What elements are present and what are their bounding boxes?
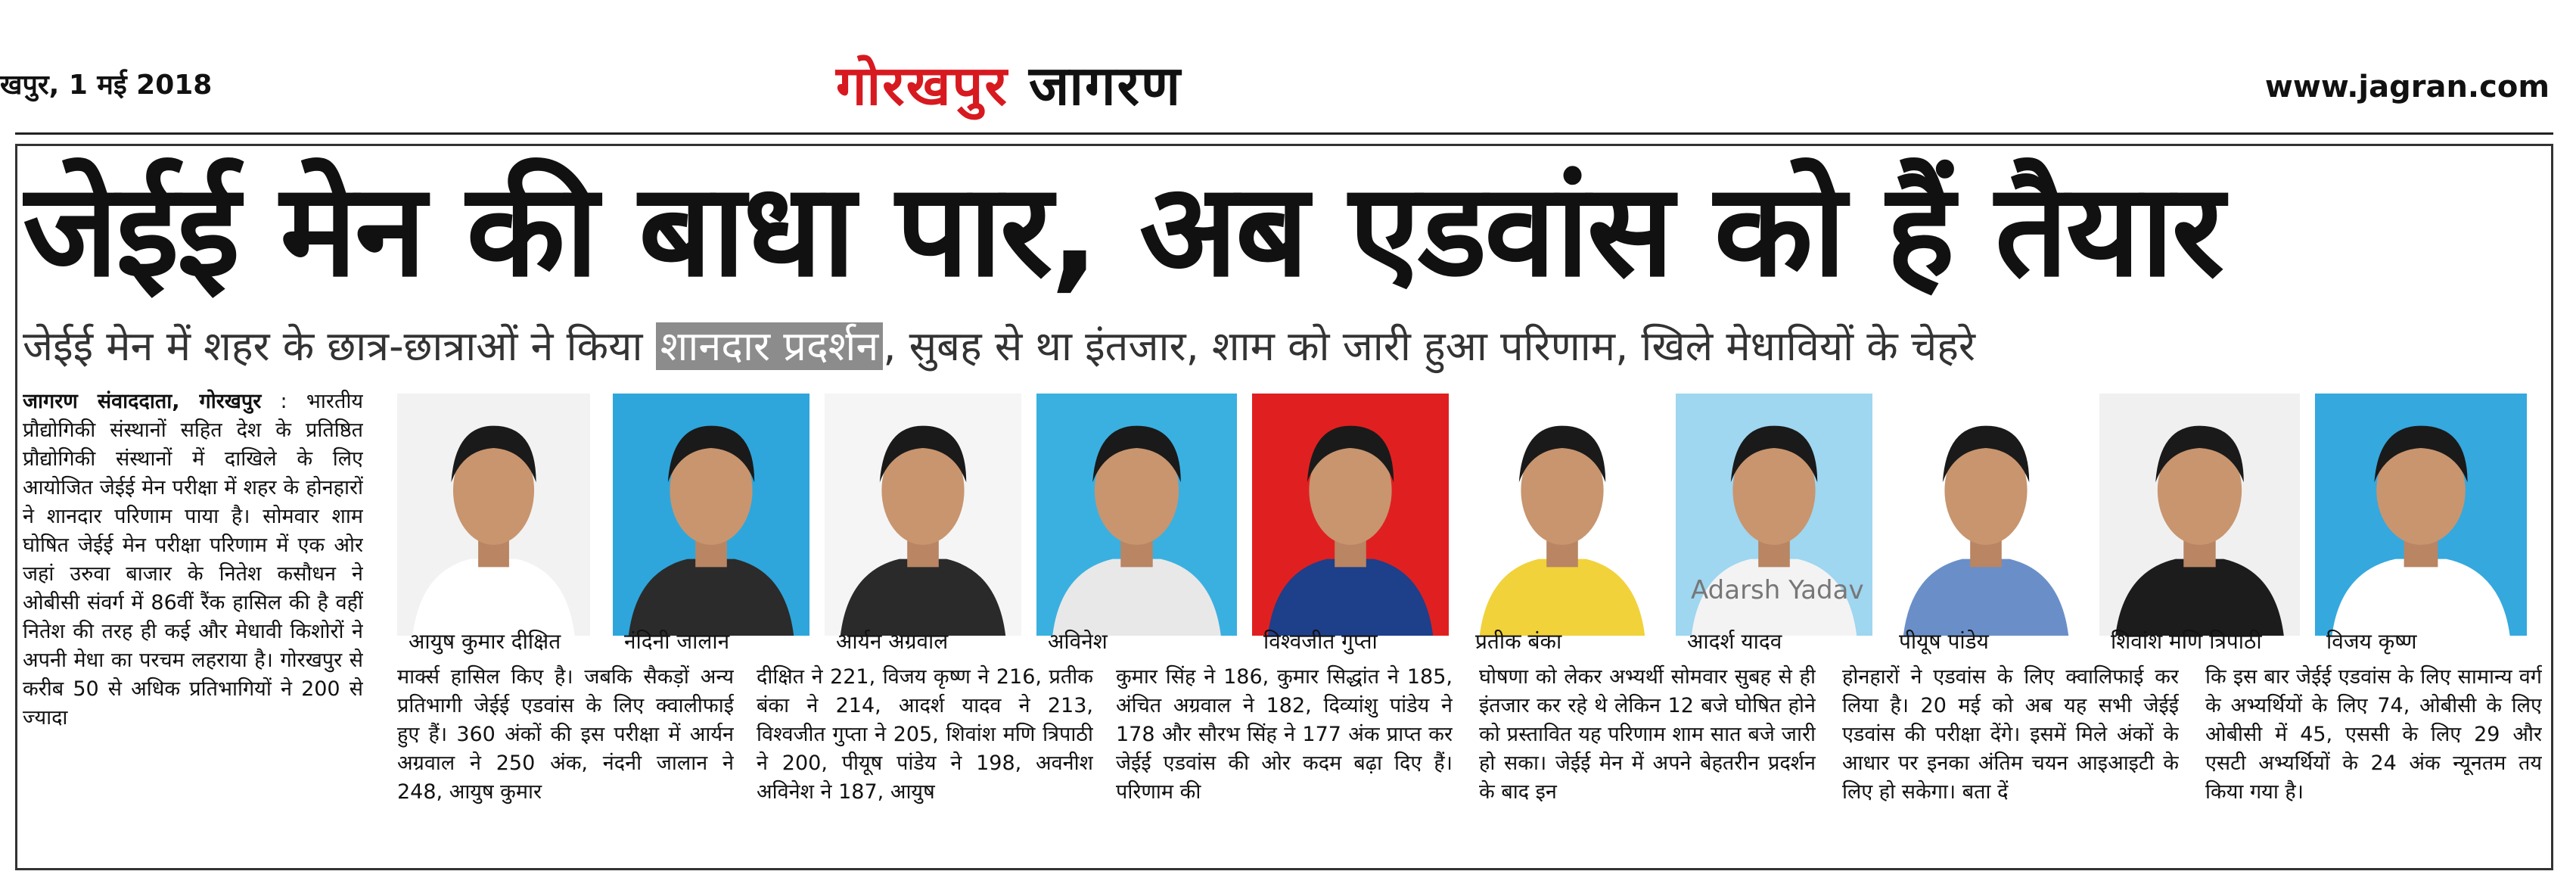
- student-photos: [393, 394, 2542, 636]
- student-photo: [1252, 394, 1449, 636]
- student-caption: आदर्श यादव: [1687, 629, 1782, 654]
- student-portrait: [1036, 394, 1237, 636]
- student-caption: नंदिनी जालान: [624, 629, 730, 654]
- student-photo: [397, 394, 590, 636]
- student-photo: [1464, 394, 1661, 636]
- student-caption: पीयूष पांडेय: [1899, 629, 1989, 654]
- body-column: कि इस बार जेईई एडवांस के लिए सामान्य वर्ग के अभ्यर्थियों के लिए 74, ओबीसी के लिए ओबीसी में 45, एससी के लिए 29 और एसटी अभ्यर्थियों के 24 अंक न्यूनतम तय किया गया है।: [2205, 665, 2542, 804]
- student-photo: [2315, 394, 2527, 636]
- student-caption: विजय कृष्ण: [2326, 629, 2417, 654]
- subhead-part-1: जेईई मेन में शहर के छात्र-छात्राओं ने किया: [23, 322, 656, 370]
- edition-date: खपुर, 1 मई 2018: [0, 70, 213, 101]
- student-caption: आर्यन अग्रवाल: [836, 629, 949, 654]
- body-column: होनहारों ने एडवांस के लिए क्वालिफाई कर लिया है। 20 मई को अब यह सभी जेईई एडवांस की परीक्षा देंगे। इसमें मिले अंकों के आधार पर इनका अंतिम चयन आइआइटी के लिए हो सकेगा। बता दें: [1842, 665, 2179, 804]
- student-portrait: [613, 394, 809, 636]
- student-caption: प्रतीक बंका: [1475, 629, 1562, 654]
- intro-column: [23, 387, 363, 851]
- newspaper-name-city: गोरखपुर: [836, 54, 1008, 117]
- student-photo: [2099, 394, 2300, 636]
- body-column: घोषणा को लेकर अभ्यर्थी सोमवार सुबह से ही इंतजार कर रहे थे लेकिन 12 बजे घोषित होने को प्रस्तावित यह परिणाम शाम सात बजे जारी हो सका। जेईई मेन में अपने बेहतरीन प्रदर्शन के बाद इन: [1479, 665, 1816, 804]
- intro-text: : भारतीय प्रौद्योगिकी संस्थानों सहित देश के प्रतिष्ठित प्रौद्योगिकी संस्थानों में दाखिले के लिए आयोजित जेईई मेन परीक्षा में शहर के होनहारों ने शानदार परिणाम पाया है। सोमवार शाम घोषित जेईई मेन परीक्षा परिणाम में एक ओर जहां उरुवा बाजार के नितेश कसौधन ने ओबीसी संवर्ग में 86वीं रैंक हासिल की है वहीं नितेश की तरह ही कई और मेधावी किशोरों ने अपनी मेधा का परचम लहराया है। गोरखपुर से करीब 50 से अधिक प्रतिभागियों ने 200 से ज्यादा: [23, 390, 363, 730]
- student-caption: आयुष कुमार दीक्षित: [409, 629, 561, 654]
- student-portrait: [1888, 394, 2084, 636]
- headline: जेईई मेन की बाधा पार, अब एडवांस को हैं तैयार: [23, 156, 2223, 306]
- subhead-highlight: शानदार प्रदर्शन: [656, 322, 884, 370]
- student-portrait: [2099, 394, 2300, 636]
- newspaper-name: [836, 47, 1182, 121]
- photo-watermark: Adarsh Yadav: [1691, 575, 1864, 605]
- student-portrait: [1464, 394, 1661, 636]
- student-portrait: [2315, 394, 2527, 636]
- student-photo: [613, 394, 809, 636]
- subheadline: [23, 316, 2527, 377]
- student-photo: [1036, 394, 1237, 636]
- byline: जागरण संवाददाता, गोरखपुर: [23, 390, 262, 413]
- student-caption: शिवांश मणि त्रिपाठी: [2111, 629, 2262, 654]
- body-column: कुमार सिंह ने 186, कुमार सिद्धांत ने 185, अंचित अग्रवाल ने 182, दिव्यांशु पांडेय ने 178 और सौरभ सिंह ने 177 अंक प्राप्त कर जेईई एडवांस की ओर कदम बढ़ा दिए हैं। परिणाम की: [1116, 665, 1453, 804]
- student-caption: अविनेश: [1048, 629, 1108, 654]
- student-photo: [825, 394, 1021, 636]
- student-portrait: [1252, 394, 1449, 636]
- body-column: दीक्षित ने 221, विजय कृष्ण ने 216, प्रतीक बंका ने 214, आदर्श यादव ने 213, विश्वजीत गुप्ता ने 205, शिवांश मणि त्रिपाठी ने 200, पीयूष पांडेय ने 198, अवनीश अविनेश ने 187, आयुष: [757, 665, 1093, 804]
- subhead-part-2: , सुबह से था इंतजार, शाम को जारी हुआ परिणाम, खिले मेधावियों के चेहरे: [883, 322, 1975, 370]
- student-caption: विश्वजीत गुप्ता: [1263, 629, 1378, 654]
- body-column: मार्क्स हासिल किए है। जबकि सैकड़ों अन्य प्रतिभागी जेईई एडवांस के लिए क्वालीफाई हुए हैं। 360 अंकों की इस परीक्षा में आर्यन अग्रवाल ने 250 अंक, नंदनी जालान ने 248, आयुष कुमार: [397, 665, 734, 804]
- website-url: www.jagran.com: [2264, 70, 2550, 104]
- student-photo: [1888, 394, 2084, 636]
- student-portrait: [397, 394, 590, 636]
- student-portrait: [825, 394, 1021, 636]
- header-rule: [15, 132, 2553, 135]
- newspaper-name-brand: जागरण: [1028, 54, 1182, 117]
